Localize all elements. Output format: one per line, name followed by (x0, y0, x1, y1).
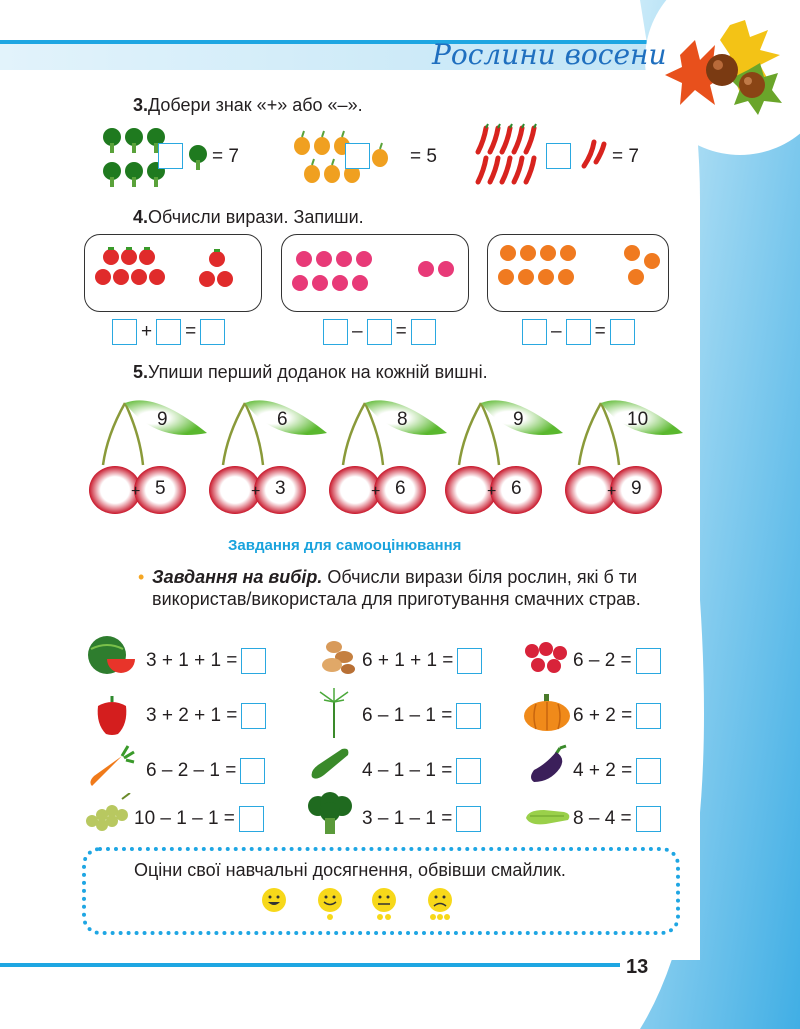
cherry-plus-1: + (131, 483, 141, 500)
cherry-addend-4: 6 (511, 478, 522, 499)
task3-instruction (133, 95, 363, 116)
task4-box-1a[interactable] (112, 319, 137, 345)
expr-text-r3c1: 6 – 2 – 1 = (146, 760, 237, 781)
choice-task-body: Обчисли вирази біля рослин, які б ти використав/використала для приготування смачних страв. (152, 567, 641, 609)
expr-text-r2c2: 6 – 1 – 1 = (362, 705, 453, 726)
cherry-sum-4: 9 (513, 409, 524, 430)
answer-box-r4c1[interactable] (239, 806, 264, 832)
apricots-icon (488, 235, 668, 311)
answer-box-r3c1[interactable] (240, 758, 265, 784)
pepper-icon (94, 690, 130, 736)
task4-equation-1 (112, 319, 225, 345)
page-number: 13 (626, 956, 649, 978)
task4-box-2c[interactable] (411, 319, 436, 345)
task3-answer-box-3[interactable] (546, 143, 571, 169)
expr-r1-c3 (573, 648, 661, 674)
cherry-input-2[interactable] (215, 470, 253, 508)
cherry-addend-5: 9 (631, 478, 642, 499)
cherry-input-3[interactable] (335, 470, 373, 508)
cucumber-icon (306, 745, 354, 781)
smileys (260, 886, 460, 922)
answer-box-r1c3[interactable] (636, 648, 661, 674)
task4-box-2a[interactable] (323, 319, 348, 345)
task4-equation-3 (522, 319, 635, 345)
expr-r2-c2 (362, 703, 481, 729)
answer-box-r3c3[interactable] (636, 758, 661, 784)
task4-op-1a: + (141, 321, 153, 342)
broccoli-icon (306, 792, 352, 836)
task4-op-2b: = (395, 321, 407, 342)
task3-answer-box-1[interactable] (158, 143, 183, 169)
expr-text-r3c3: 4 + 2 = (573, 760, 633, 781)
task5-instruction (133, 362, 488, 383)
assessment-text: Оціни свої навчальні досягнення, обвівши смайлик. (134, 860, 566, 880)
expr-text-r4c3: 8 – 4 = (573, 808, 632, 829)
expr-r2-c1 (146, 703, 266, 729)
task4-text: Обчисли вирази. Запиши. (148, 207, 364, 227)
cherries-row (85, 395, 725, 520)
task4-op-1b: = (185, 321, 197, 342)
cherry-plus-3: + (371, 483, 381, 500)
task4-box-1b[interactable] (156, 319, 181, 345)
smiley-very-good-icon[interactable] (262, 888, 286, 912)
expr-r3-c3 (573, 758, 661, 784)
cherry-sum-3: 8 (397, 409, 408, 430)
task4-box-3a[interactable] (522, 319, 547, 345)
chili-group-icon (470, 122, 615, 188)
answer-box-r1c2[interactable] (457, 648, 482, 674)
cherry-sum-5: 10 (627, 409, 649, 430)
expr-text-r1c2: 6 + 1 + 1 = (362, 650, 454, 671)
task4-box-1c[interactable] (200, 319, 225, 345)
expr-r4-c1 (134, 806, 264, 832)
strawberry-frame (84, 234, 262, 312)
strawberries-icon (85, 235, 261, 311)
choice-task-bold: Завдання на вибір. (152, 567, 323, 587)
bullet-icon: • (138, 567, 145, 587)
pumpkin-icon (522, 692, 572, 732)
page-title: Рослини восени (432, 38, 667, 71)
cherry-addend-1: 5 (155, 478, 166, 499)
cherry-plus-4: + (487, 483, 497, 500)
smiley-neutral-icon[interactable] (372, 888, 396, 920)
cherry-plus-2: + (251, 483, 261, 500)
carrot-icon (88, 742, 138, 790)
expr-r1-c2 (362, 648, 482, 674)
task3-eq-3: = 7 (612, 146, 639, 167)
zucchini-icon (522, 804, 572, 828)
expr-r3-c2 (362, 758, 481, 784)
answer-box-r2c1[interactable] (241, 703, 266, 729)
chestnut-leaves-icon (660, 15, 790, 125)
task5-text: Упиши перший доданок на кожній вишні. (148, 362, 488, 382)
nuts-icon (316, 635, 358, 677)
expr-r4-c3 (573, 806, 661, 832)
cherry-plus-5: + (607, 483, 617, 500)
task4-box-3b[interactable] (566, 319, 591, 345)
expr-text-r4c1: 10 – 1 – 1 = (134, 808, 235, 829)
broccoli-group-icon (100, 125, 210, 193)
cherry-input-5[interactable] (571, 470, 609, 508)
choice-task-text (138, 566, 672, 610)
watermelon-icon (85, 633, 137, 677)
cherry-addend-3: 6 (395, 478, 406, 499)
task3-text: Добери знак «+» або «–». (148, 95, 363, 115)
raspberries-icon (282, 235, 468, 311)
task4-op-3b: = (594, 321, 606, 342)
smiley-good-icon[interactable] (318, 888, 342, 920)
raspberries-icon (522, 641, 572, 675)
cherry-sum-1: 9 (157, 409, 168, 430)
expr-text-r1c3: 6 – 2 = (573, 650, 632, 671)
eggplant-icon (526, 744, 572, 784)
answer-box-r3c2[interactable] (456, 758, 481, 784)
cherry-addend-2: 3 (275, 478, 286, 499)
task4-box-3c[interactable] (610, 319, 635, 345)
smiley-sad-icon[interactable] (428, 888, 452, 920)
task5-number: 5. (133, 362, 149, 382)
task4-op-3a: – (551, 321, 562, 342)
cherry-input-1[interactable] (95, 470, 133, 508)
grapes-icon (82, 793, 134, 833)
expr-r3-c1 (146, 758, 265, 784)
expr-text-r2c3: 6 + 2 = (573, 705, 633, 726)
answer-box-r1c1[interactable] (241, 648, 266, 674)
raspberry-frame (281, 234, 469, 312)
apricot-frame (487, 234, 669, 312)
dill-icon (316, 688, 352, 738)
task4-equation-2 (323, 319, 436, 345)
answer-box-r2c2[interactable] (456, 703, 481, 729)
task3-answer-box-2[interactable] (345, 143, 370, 169)
expr-r2-c3 (573, 703, 661, 729)
task3-eq-2: = 5 (410, 146, 437, 167)
answer-box-r2c3[interactable] (636, 703, 661, 729)
expr-text-r3c2: 4 – 1 – 1 = (362, 760, 453, 781)
task3-eq-1: = 7 (212, 146, 239, 167)
answer-box-r4c2[interactable] (456, 806, 481, 832)
expr-r1-c1 (146, 648, 266, 674)
task4-box-2b[interactable] (367, 319, 392, 345)
expr-text-r1c1: 3 + 1 + 1 = (146, 650, 238, 671)
task4-instruction (133, 207, 364, 228)
self-assessment-heading: Завдання для самооцінювання (228, 537, 462, 554)
task4-number: 4. (133, 207, 149, 227)
task3-number: 3. (133, 95, 149, 115)
expr-text-r2c1: 3 + 2 + 1 = (146, 705, 238, 726)
expr-text-r4c2: 3 – 1 – 1 = (362, 808, 453, 829)
answer-box-r4c3[interactable] (636, 806, 661, 832)
cherry-input-4[interactable] (451, 470, 489, 508)
task4-op-2a: – (352, 321, 363, 342)
expr-r4-c2 (362, 806, 481, 832)
cherry-sum-2: 6 (277, 409, 288, 430)
